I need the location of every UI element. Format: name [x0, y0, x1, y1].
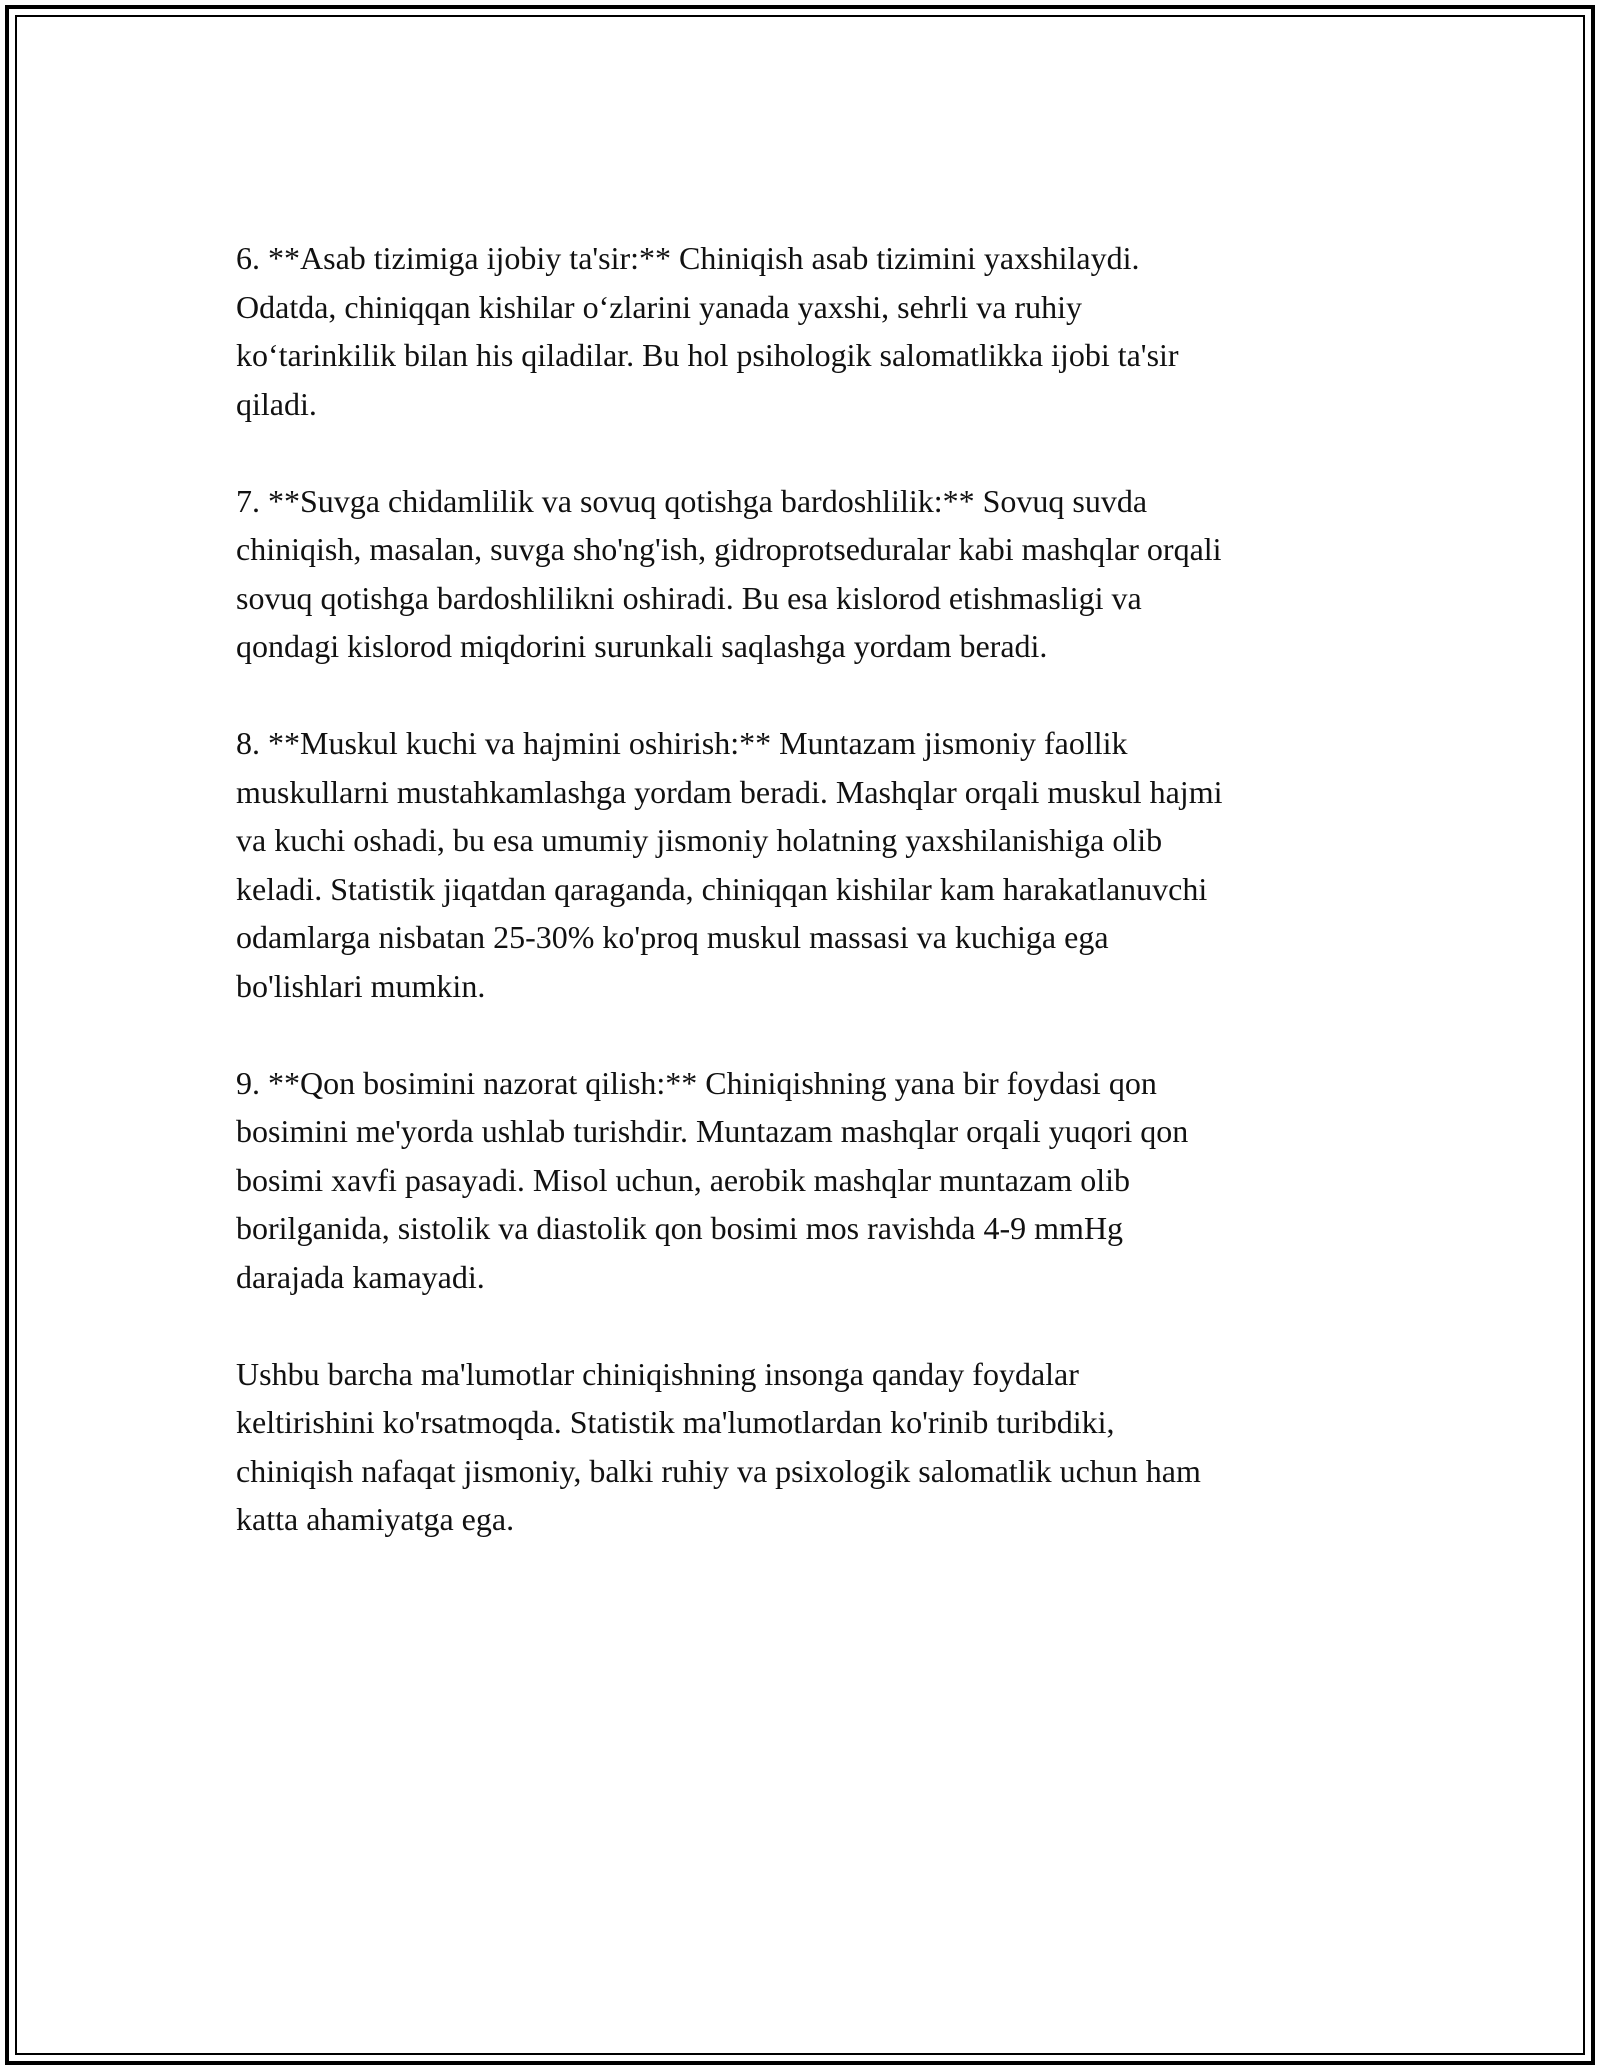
text-line: qondagi kislorod miqdorini surunkali saqlashga yordam beradi. [236, 628, 1048, 664]
document-body [236, 234, 1376, 1592]
text-line: keladi. Statistik jiqatdan qaraganda, chiniqqan kishilar kam harakatlanuvchi [236, 870, 1208, 907]
text-line: chiniqish nafaqat jismoniy, balki ruhiy va psixologik salomatlik uchun ham [236, 1452, 1201, 1489]
text-line: qiladi. [236, 385, 317, 422]
text-line: 8. **Muskul kuchi va hajmini oshirish:** Muntazam jismoniy faollik [236, 725, 1128, 761]
paragraph-2 [236, 477, 1376, 671]
paragraph-5 [236, 1350, 1376, 1544]
text-line: Odatda, chiniqqan kishilar o‘zlarini yanada yaxshi, sehrli va ruhiy [236, 288, 1082, 325]
text-line: ko‘tarinkilik bilan his qiladilar. Bu hol psihologik salomatlikka ijobi ta'sir [236, 337, 1179, 373]
text-line: chiniqish, masalan, suvga sho'ng'ish, gidroprotseduralar kabi mashqlar orqali [236, 531, 1222, 567]
paragraph-4 [236, 1059, 1376, 1302]
paragraph-3 [236, 719, 1376, 1010]
text-line: bo'lishlari mumkin. [236, 967, 486, 1004]
text-line: muskullarni mustahkamlashga yordam beradi. Mashqlar orqali muskul hajmi [236, 773, 1223, 810]
text-line: borilganida, sistolik va diastolik qon bosimi mos ravishda 4-9 mmHg [236, 1210, 1124, 1246]
text-line: 6. **Asab tizimiga ijobiy ta'sir:** Chiniqish asab tizimini yaxshilaydi. [236, 240, 1140, 276]
text-line: keltirishini ko'rsatmoqda. Statistik ma'lumotlardan ko'rinib turibdiki, [236, 1404, 1115, 1440]
text-line: bosimini me'yorda ushlab turishdir. Muntazam mashqlar orqali yuqori qon [236, 1113, 1189, 1149]
text-line: sovuq qotishga bardoshlilikni oshiradi. Bu esa kislorod etishmasligi va [236, 579, 1142, 616]
text-line: Ushbu barcha ma'lumotlar chiniqishning insonga qanday foydalar [236, 1355, 1079, 1392]
text-line: odamlarga nisbatan 25-30% ko'proq muskul massasi va kuchiga ega [236, 919, 1109, 955]
text-line: 7. **Suvga chidamlilik va sovuq qotishga bardoshlilik:** Sovuq suvda [236, 482, 1148, 519]
text-line: 9. **Qon bosimini nazorat qilish:** Chiniqishning yana bir foydasi qon [236, 1064, 1157, 1101]
text-line: bosimi xavfi pasayadi. Misol uchun, aerobik mashqlar muntazam olib [236, 1161, 1131, 1198]
text-line: darajada kamayadi. [236, 1258, 485, 1295]
text-line: va kuchi oshadi, bu esa umumiy jismoniy holatning yaxshilanishiga olib [236, 822, 1163, 858]
paragraph-1 [236, 234, 1376, 428]
text-line: katta ahamiyatga ega. [236, 1501, 515, 1537]
